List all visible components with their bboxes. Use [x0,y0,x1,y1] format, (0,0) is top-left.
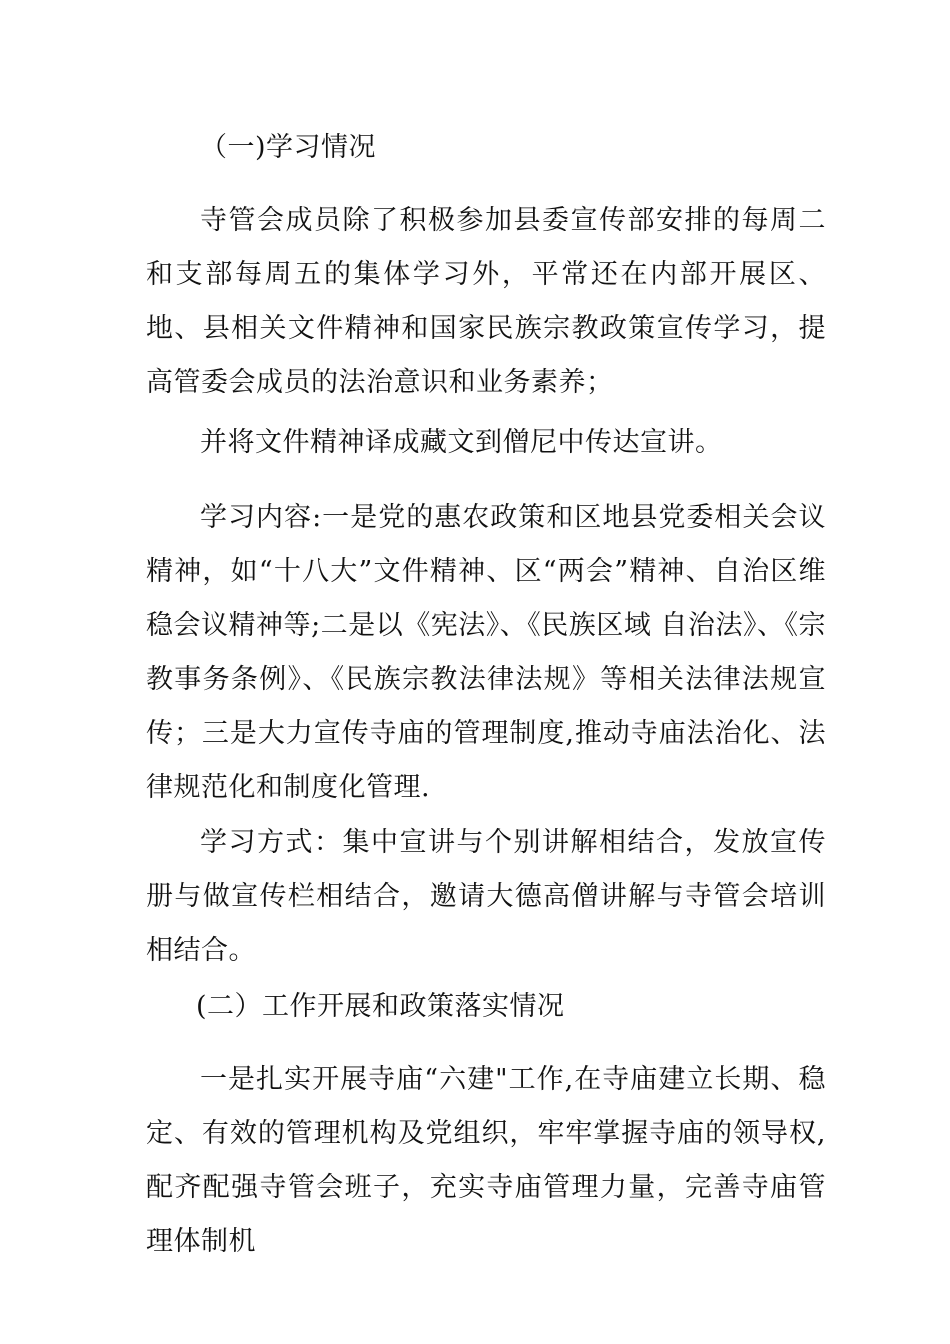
paragraph-translation: 并将文件精神译成藏文到僧尼中传达宣讲。 [200,427,723,458]
paragraph-study-members: 寺管会成员除了积极参加县委宣传部安排的每周二和支部每周五的集体学习外，平常还在内部开展区、地、县相关文件精神和国家民族宗教政策宣传学习，提高管委会成员的法治意识和业务素养； [146,205,826,398]
paragraph-study-method: 学习方式：集中宣讲与个别讲解相结合，发放宣传册与做宣传栏相结合，邀请大德高僧讲解与寺管会培训相结合。 [146,827,826,966]
paragraph-study-content: 学习内容:一是党的惠农政策和区地县党委相关会议精神，如“十八大”文件精神、区“两会”精神、自治区维稳会议精神等;二是以《宪法》、《民族区域 自治法》、《宗教事务条例》、《民族宗教法律法规》等相关法律法规宣传；三是大力宣传寺庙的管理制度,推动寺庙法治化、法律规范化和制度化管理. [146,502,826,803]
paragraph-work-first: 一是扎实开展寺庙“六建"工作,在寺庙建立长期、稳定、有效的管理机构及党组织，牢牢掌握寺庙的领导权,配齐配强寺管会班子，充实寺庙管理力量，完善寺庙管理体制机 [146,1064,826,1257]
section-heading-work: (二）工作开展和政策落实情况 [196,991,565,1022]
section-heading-study: （一)学习情况 [200,132,377,163]
